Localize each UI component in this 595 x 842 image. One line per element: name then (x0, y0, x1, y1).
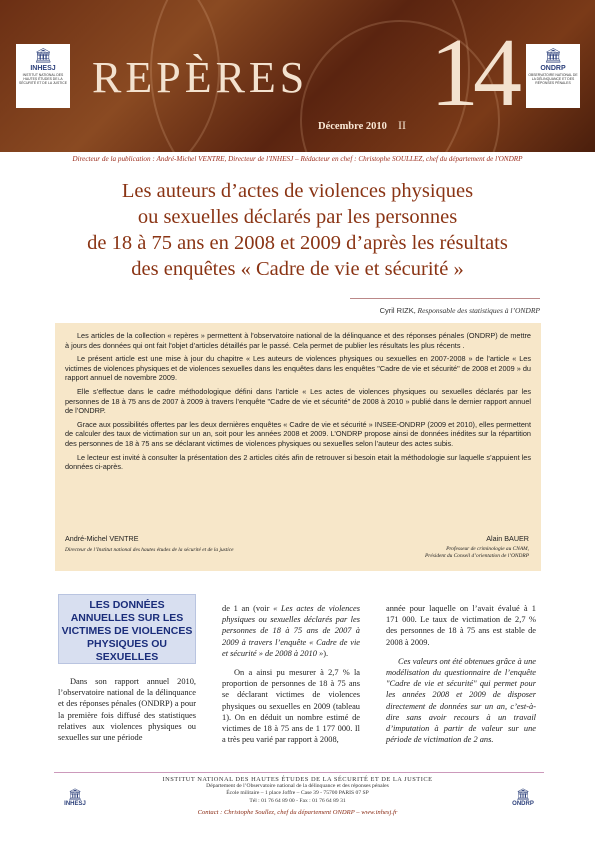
body-paragraph: Ces valeurs ont été obtenues grâce à une modélisation du questionnaire de l’enquête "Cadre de vie et sécurité" qui permet pour les années 2008 et 2009 de disposer directement de données sur un an, c’est-à-dire sans avoir recours à un travail d’imputation à partir de valeur sur une période de victimation de 2 ans. (386, 656, 536, 745)
author-role: , Responsable des statistiques à l’ONDRP (413, 306, 540, 315)
title-line: des enquêtes « Cadre de vie et sécurité » (131, 258, 464, 280)
body-paragraph (222, 603, 360, 659)
logo-name: ONDRP (512, 801, 534, 807)
signature-role: Directeur de l’Institut national des hautes études de la sécurité et de la justice (65, 547, 234, 553)
building-icon: 🏛 (516, 789, 530, 801)
signature-name: André-Michel VENTRE (65, 534, 139, 543)
body-paragraph: Dans son rapport annuel 2010, l’observatoire national de la délinquance et des réponses pénales (ONDRP) a pour la première fois diffusé des statistiques relatives aux violences physiques ou sexuelles sur une période (58, 677, 196, 743)
signature-role (329, 546, 529, 560)
section-heading-line: LES DONNÉES (89, 599, 165, 611)
issue-date: Décembre 2010 (318, 121, 387, 132)
title-line: ou sexuelles déclarés par les personnes (137, 206, 458, 228)
issue-number: 14 (430, 19, 516, 127)
body-paragraph: année pour laquelle on l’avait évalué à 1 171 000. Le taux de victimation de 2,7 % des personnes de 18 à 75 ans est stable de 2008 à 2009. (386, 604, 536, 647)
inhesj-logo (16, 44, 70, 108)
footer-department: Département de l’Observatoire national de la délinquance et des réponses pénales (206, 783, 389, 790)
logo-name: INHESJ (64, 801, 86, 807)
divider (350, 298, 540, 299)
intro-paragraph: Le présent article est une mise à jour du chapitre « Les auteurs de violences physiques ou sexuelles en 2007-2008 » de l’article « Les victimes de violences physiques et de violences sexuelles dans les enquêtes dans les enquêtes "Cadre de vie et sécurité" de 2008 et 2009 » du rapport annuel de novembre 2009. (65, 354, 531, 383)
text-run: « Les actes de violences physiques ou sexuelles déclarés par les personnes de 18 à 75 ans de 2007 à 2009 à travers l’enquête « Cadre de vie et sécurité » de 2008 à 2010 » (222, 604, 360, 658)
inhesj-footer-logo (58, 788, 92, 818)
intro-paragraph: Le lecteur est invité à consulter la présentation des 2 articles cités afin de retrouver si besoin etait la méthodologie sur laquelle s’appuient les données ci-après. (65, 452, 531, 472)
series-title: REPÈRES (92, 53, 309, 102)
footer-address: École militaire – 1 place Joffre – Case 39 - 75700 PARIS 07 SP (226, 790, 369, 797)
section-heading-line: VICTIMES DE VIOLENCES (61, 625, 193, 637)
intro-paragraph: Elle s’effectue dans le cadre méthodologique défini dans l’article « Les actes de violences physiques ou sexuelles déclarés par les personnes de 18 à 75 ans de 2007 à 2009 à travers l’enquête "Cadre de vie et sécurité" de 2008 à 2010 » publié dans le dernier rapport annuel de l’ONDRP. (65, 386, 531, 416)
footer-phone: Tél : 01 76 64 89 00 - Fax : 01 76 64 89 31 (249, 797, 346, 804)
issue-mark: II (398, 118, 406, 132)
body-column (386, 603, 536, 753)
section-heading-line: PHYSIQUES OU SEXUELLES (87, 638, 167, 663)
ondrp-footer-logo (506, 788, 540, 818)
ondrp-logo (526, 44, 580, 108)
text-run: de 1 an (voir (222, 604, 274, 613)
divider (54, 772, 544, 773)
building-icon: 🏛 (34, 49, 52, 64)
logo-subtitle: OBSERVATOIRE NATIONAL DE LA DÉLINQUANCE ET DES RÉPONSES PÉNALES (528, 73, 578, 85)
signature-role-line: Professeur de criminologie au CNAM, (446, 546, 529, 552)
building-icon: 🏛 (544, 49, 562, 64)
logo-name: INHESJ (30, 65, 56, 72)
title-line: Les auteurs d’actes de violences physiques (121, 180, 474, 202)
logo-subtitle: INSTITUT NATIONAL DES HAUTES ÉTUDES DE LA SÉCURITÉ ET DE LA JUSTICE (19, 73, 67, 85)
header-banner (0, 0, 595, 152)
intro-box (55, 323, 541, 571)
page-title (20, 178, 575, 282)
title-line: de 18 à 75 ans en 2008 et 2009 d’après les résultats (87, 232, 508, 254)
body-column (58, 676, 196, 751)
signature-name: Alain BAUER (486, 534, 529, 543)
intro-paragraph: Les articles de la collection « repères » permettent à l’observatoire national de la délinquance et des réponses pénales (ONDRP) de mettre à jours des données qui ont fait l’objet d’articles détaillés par le passé. Cela permet de publier les résultats les plus récents . (65, 331, 531, 350)
footer (110, 776, 485, 816)
footer-contact: Contact : Christophe Soullez, chef du département ONDRP – www.inhesj.fr (197, 808, 398, 816)
text-run: ). (323, 648, 329, 658)
body-paragraph: On a ainsi pu mesurer à 2,7 % la proportion de personnes de 18 à 75 ans se déclarant victimes de violences physiques ou sexuelles en 2009 (tableau 1). On en déduit un nombre estimé de victimes de 18 à 75 ans de 1 177 000. Il a très peu varié par rapport à 2008, (222, 668, 360, 745)
section-heading (58, 594, 196, 664)
building-icon: 🏛 (68, 789, 82, 801)
intro-paragraph: Grace aux possibilités offertes par les deux dernières enquêtes « Cadre de vie et sécurité » INSEE-ONDRP (2009 et 2010), elles permettent de calculer des taux de victimation sur un an, soit pour les années 2008 et 2009. L’ONDRP propose ainsi de données inédites sur la répartition des personnes de 18 à 75 ans se déclarant victimes de violences physiques ou sexuelles selon l’auteur des actes subis. (65, 419, 531, 448)
body-column (222, 603, 360, 753)
author-credit (300, 306, 540, 315)
logo-name: ONDRP (540, 65, 566, 72)
signature-role-line: Président du Conseil d’orientation de l’ONDRP (424, 553, 529, 559)
section-heading-line: ANNUELLES SUR LES (70, 612, 184, 624)
footer-institute: INSTITUT NATIONAL DES HAUTES ÉTUDES DE LA SÉCURITÉ ET DE LA JUSTICE (162, 776, 433, 783)
author-name: Cyril RIZK (379, 306, 414, 315)
directors-line: Directeur de la publication : André-Michel VENTRE, Directeur de l'INHESJ – Rédacteur en chef : Christophe SOULLEZ, chef du département de l'ONDRP (72, 155, 523, 163)
